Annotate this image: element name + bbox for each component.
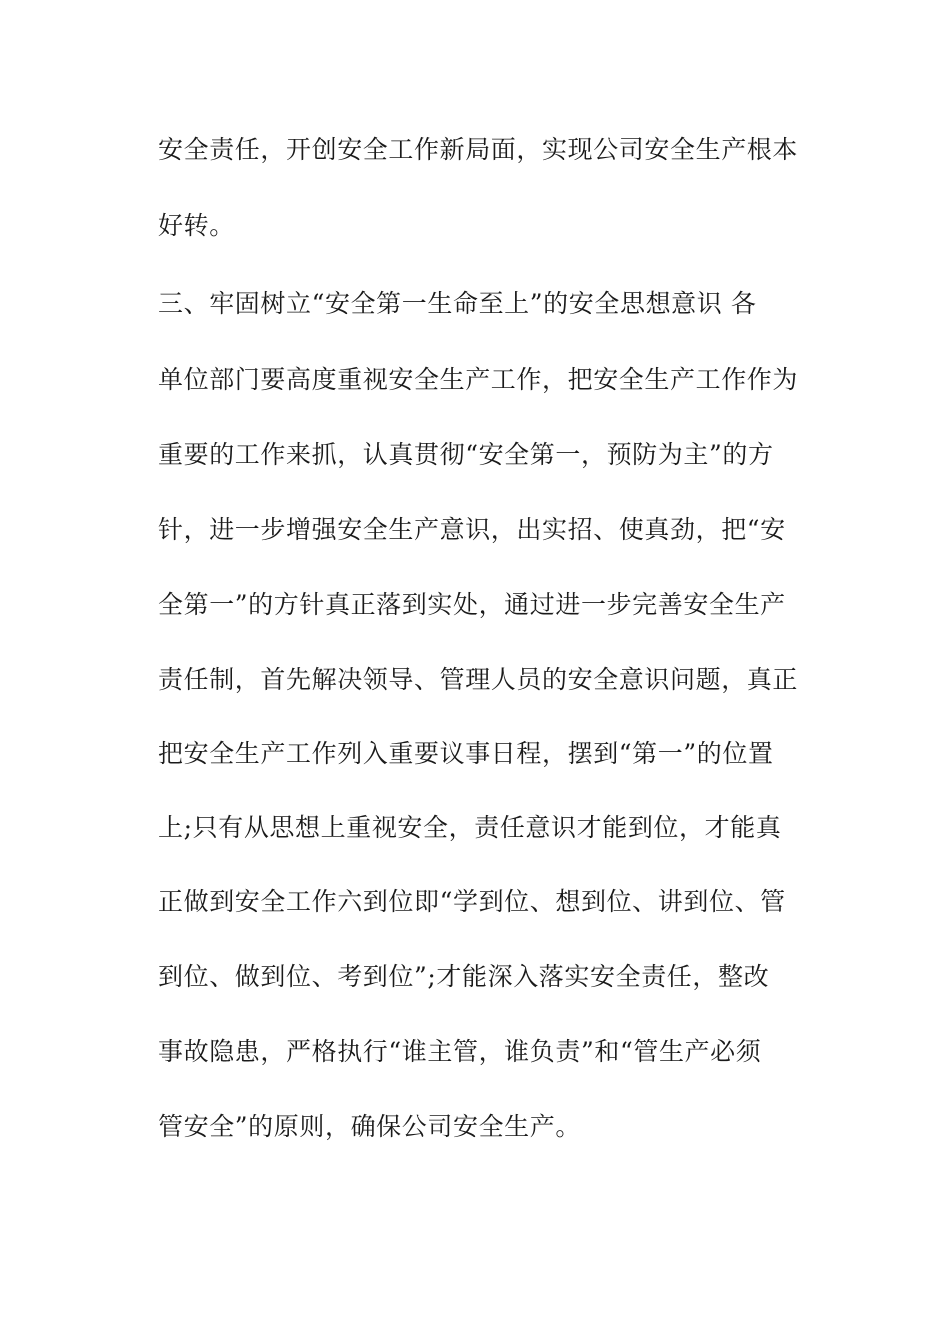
section-heading-line: 三、牢固树立“安全第一生命至上”的安全思想意识 各 xyxy=(158,289,757,318)
text-line: 单位部门要高度重视安全生产工作，把安全生产工作作为 xyxy=(158,365,799,394)
text-line: 管安全”的原则，确保公司安全生产。 xyxy=(158,1112,581,1141)
text-line: 针，进一步增强安全生产意识，出实招、使真劲，把“安 xyxy=(158,515,786,544)
text-line: 责任制，首先解决领导、管理人员的安全意识问题，真正 xyxy=(158,665,799,694)
text-line: 正做到安全工作六到位即“学到位、想到位、讲到位、管 xyxy=(158,887,786,916)
text-line: 到位、做到位、考到位”;才能深入落实安全责任，整改 xyxy=(158,962,770,991)
text-line: 全第一”的方针真正落到实处，通过进一步完善安全生产 xyxy=(158,590,786,619)
text-line: 重要的工作来抓，认真贯彻“安全第一，预防为主”的方 xyxy=(158,440,774,469)
text-line: 安全责任，开创安全工作新局面，实现公司安全生产根本 xyxy=(158,135,799,164)
text-line: 上;只有从思想上重视安全，责任意识才能到位，才能真 xyxy=(158,813,782,842)
text-line: 把安全生产工作列入重要议事日程，摆到“第一”的位置 xyxy=(158,739,774,768)
text-line: 好转。 xyxy=(158,211,235,240)
text-line: 事故隐患，严格执行“谁主管，谁负责”和“管生产必须 xyxy=(158,1037,762,1066)
